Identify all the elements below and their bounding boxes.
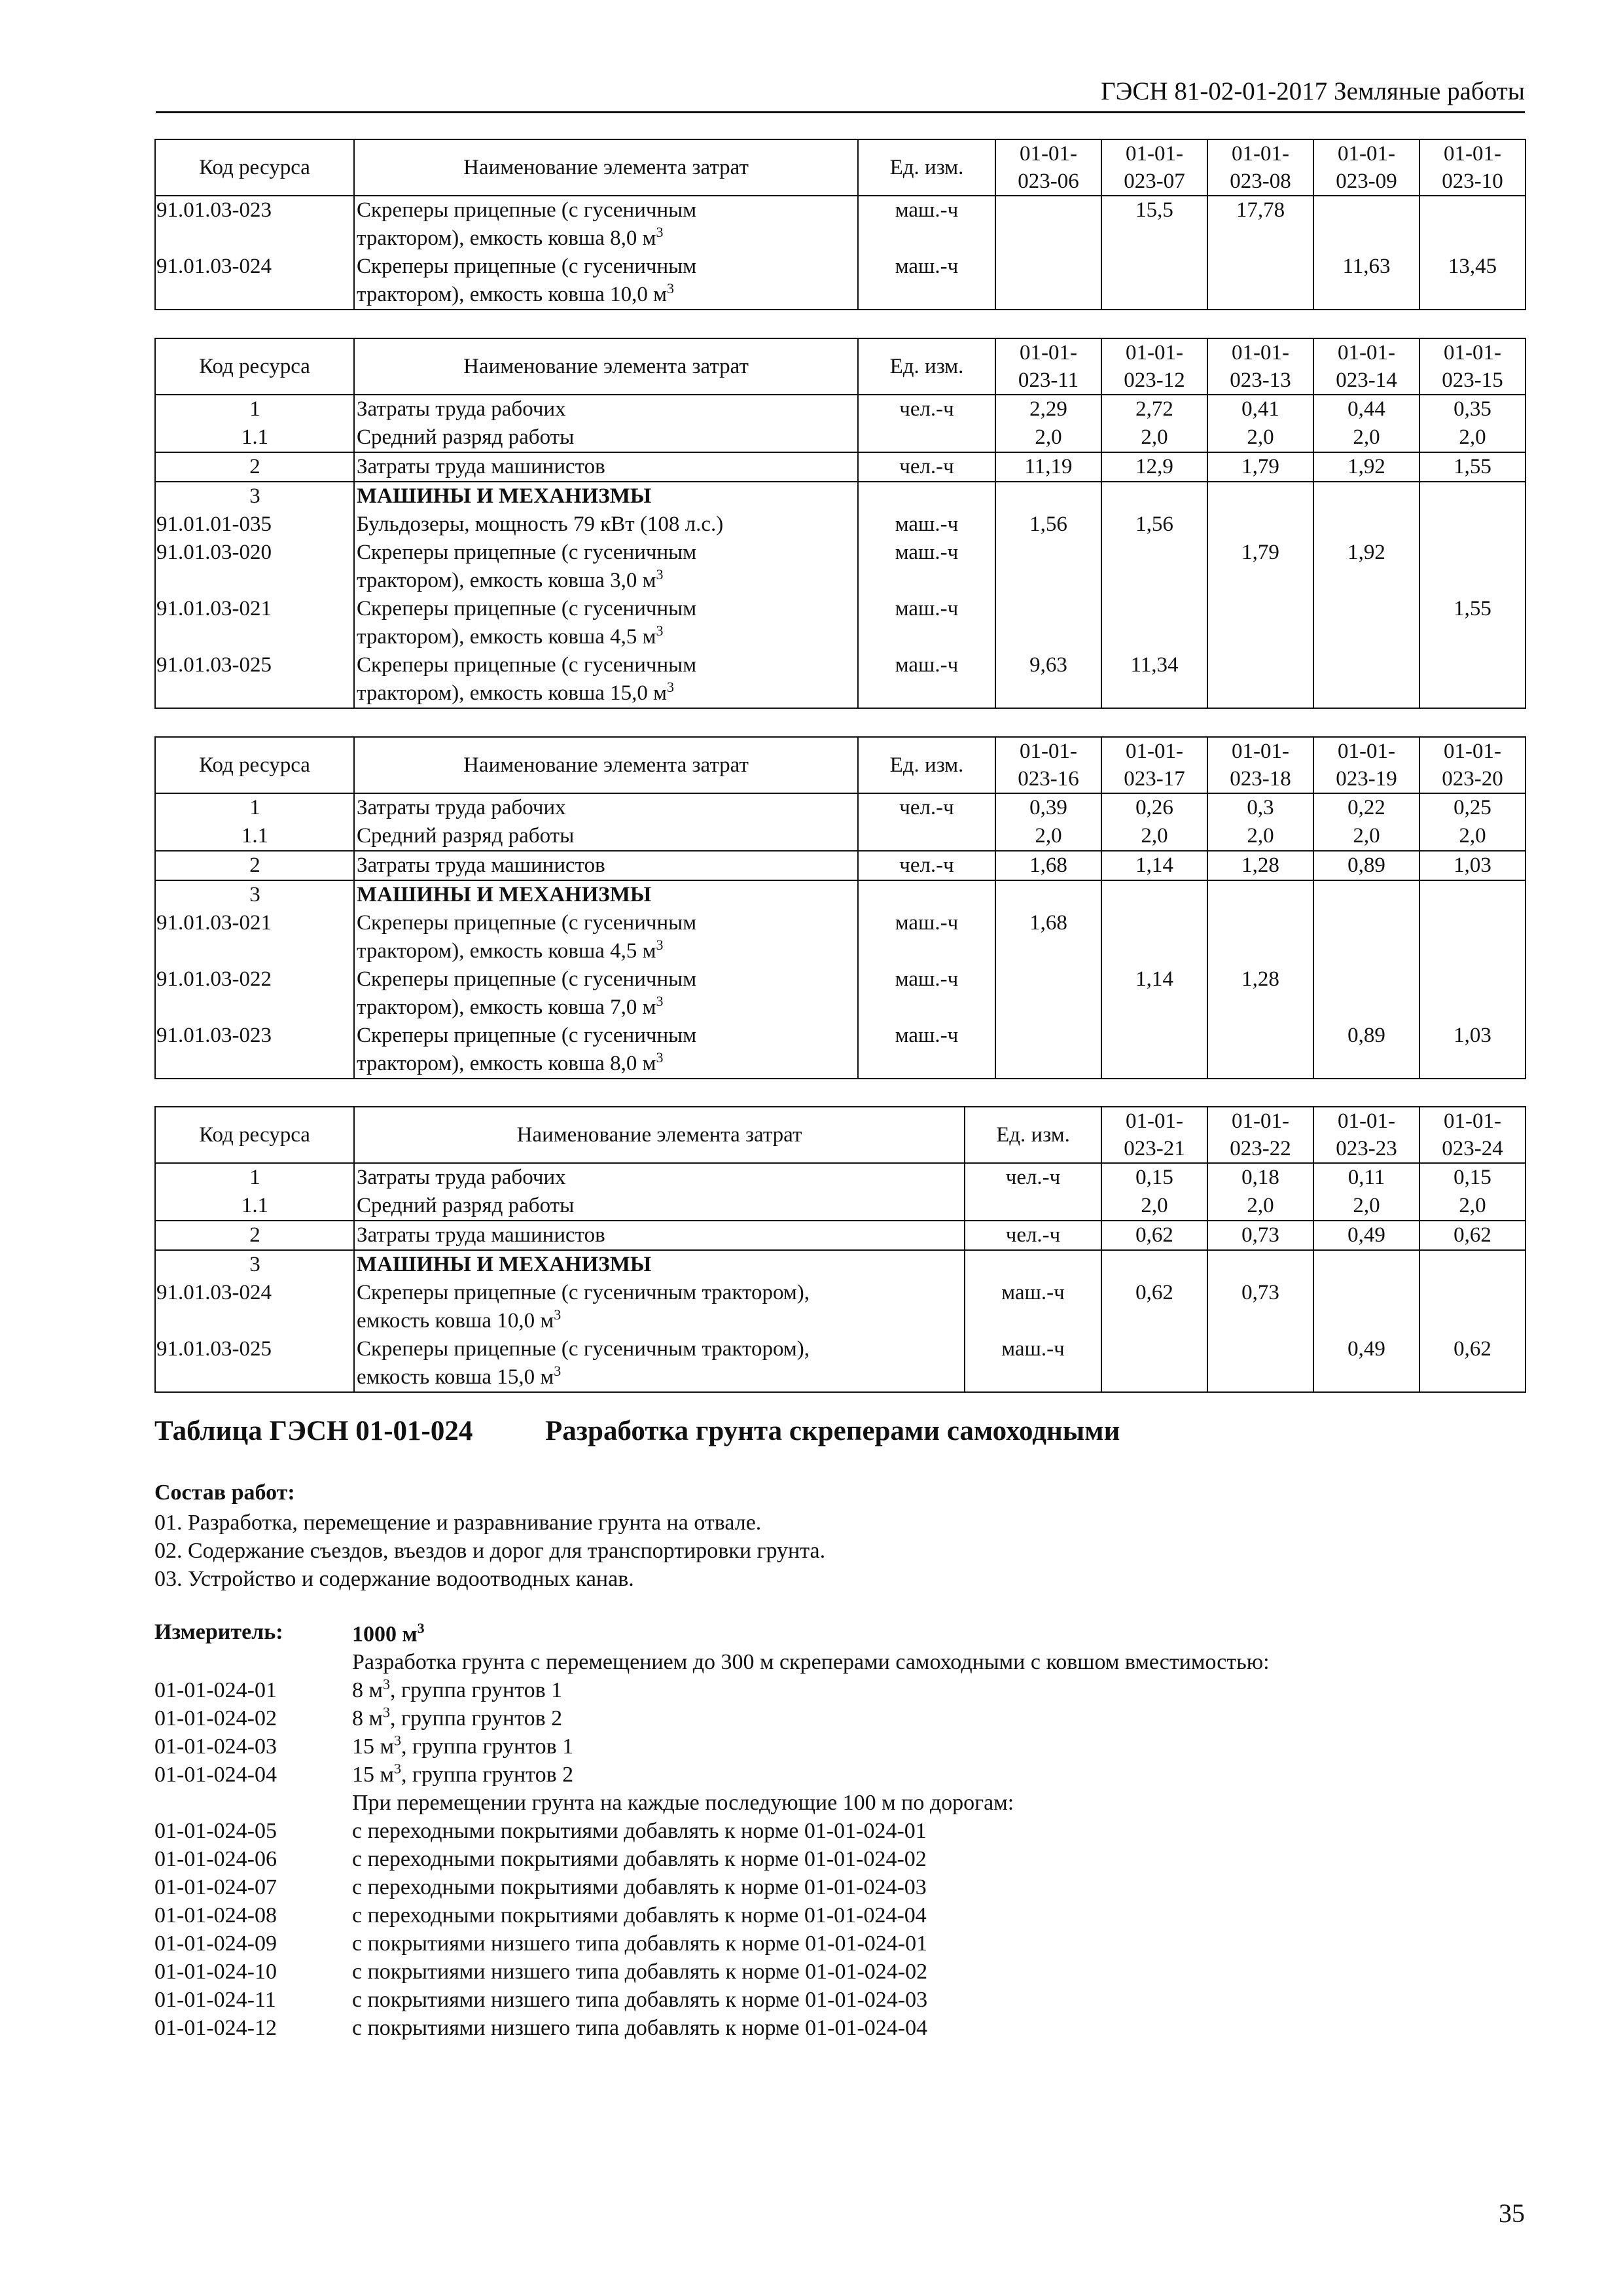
value-cell: 0,26	[1101, 793, 1207, 822]
col-unit-header: Ед. изм.	[858, 338, 995, 395]
col-code-header: Код ресурса	[155, 139, 354, 196]
value-cell: 2,72	[1101, 395, 1207, 423]
norm-code: 01-01-024-12	[154, 2016, 277, 2040]
table-row	[155, 511, 1525, 539]
table-row	[155, 196, 1525, 253]
value-cell	[1419, 539, 1525, 595]
resource-code: 3	[155, 1250, 354, 1279]
resource-unit: маш.-ч	[858, 1022, 995, 1079]
value-cell: 0,73	[1207, 1279, 1313, 1335]
col-norm-code: 01-01- 023-14	[1313, 338, 1419, 395]
resource-unit: маш.-ч	[858, 511, 995, 539]
table-header-row	[155, 338, 1525, 395]
value-cell: 0,22	[1313, 793, 1419, 822]
resource-unit: маш.-ч	[858, 909, 995, 965]
resource-name: Скреперы прицепные (с гусеничным трактором), емкость ковша 7,0 $м^3$	[354, 965, 858, 1022]
value-cell: 0,41	[1207, 395, 1313, 423]
col-unit-header: Ед. изм.	[858, 737, 995, 793]
norm-text: 8 $м^3$, группа грунтов 2	[352, 1704, 563, 1731]
resource-code: 1	[155, 1163, 354, 1192]
value-cell	[1419, 880, 1525, 909]
norm-code: 01-01-024-08	[154, 1903, 277, 1928]
page-header	[156, 73, 1525, 113]
list-item	[154, 1873, 1525, 1901]
resource-name: Затраты труда рабочих	[354, 1163, 965, 1192]
value-cell	[1101, 1022, 1207, 1079]
value-cell: 0,73	[1207, 1221, 1313, 1250]
resource-table-1	[154, 139, 1526, 310]
value-cell: 2,0	[1101, 822, 1207, 851]
resource-name: Затраты труда машинистов	[354, 851, 858, 880]
col-norm-code: 01-01- 023-13	[1207, 338, 1313, 395]
value-cell	[1101, 880, 1207, 909]
value-cell: 1,92	[1313, 539, 1419, 595]
value-cell: 0,49	[1313, 1221, 1419, 1250]
value-cell: 1,14	[1101, 965, 1207, 1022]
value-cell: 0,3	[1207, 793, 1313, 822]
value-cell	[1101, 1335, 1207, 1392]
col-norm-code: 01-01- 023-21	[1101, 1107, 1207, 1163]
value-cell: 13,45	[1419, 253, 1525, 310]
norm-text: 8 $м^3$, группа грунтов 1	[352, 1676, 563, 1702]
table-row	[155, 965, 1525, 1022]
value-cell	[1313, 511, 1419, 539]
value-cell: 11,19	[995, 452, 1101, 482]
value-cell: 1,79	[1207, 452, 1313, 482]
norm-text: с покрытиями низшего типа добавлять к норме 01-01-024-02	[352, 1960, 928, 1984]
value-cell	[1313, 595, 1419, 651]
value-cell: 2,0	[1207, 1192, 1313, 1221]
value-cell: 0,62	[1101, 1279, 1207, 1335]
col-name-header: Наименование элемента затрат	[354, 737, 858, 793]
resource-code: 91.01.03-022	[155, 965, 354, 1022]
table-row	[155, 1250, 1525, 1279]
resource-name: Скреперы прицепные (с гусеничным трактором), емкость ковша 8,0 $м^3$	[354, 1022, 858, 1079]
value-cell: 0,15	[1419, 1163, 1525, 1192]
resource-name: Затраты труда машинистов	[354, 1221, 965, 1250]
header-title: ГЭСН 81-02-01-2017 Земляные работы	[1101, 77, 1525, 105]
table-row	[155, 539, 1525, 595]
list-item	[154, 1676, 1525, 1704]
norm-code: 01-01-024-05	[154, 1819, 277, 1843]
norm-text: с переходными покрытиями добавлять к норме 01-01-024-03	[352, 1875, 927, 1899]
value-cell: 1,68	[995, 851, 1101, 880]
value-cell: 0,49	[1313, 1335, 1419, 1392]
value-cell: 12,9	[1101, 452, 1207, 482]
value-cell	[1419, 482, 1525, 511]
value-cell: 2,0	[1313, 1192, 1419, 1221]
value-cell: 1,28	[1207, 965, 1313, 1022]
value-cell	[1101, 595, 1207, 651]
table-row	[155, 822, 1525, 851]
value-cell	[1419, 965, 1525, 1022]
col-name-header: Наименование элемента затрат	[354, 139, 858, 196]
works-label: Состав работ:	[154, 1480, 295, 1505]
resource-name: МАШИНЫ И МЕХАНИЗМЫ	[354, 1250, 965, 1279]
value-cell: 1,28	[1207, 851, 1313, 880]
col-norm-code: 01-01- 023-10	[1419, 139, 1525, 196]
value-cell	[1207, 1335, 1313, 1392]
value-cell	[1101, 482, 1207, 511]
norm-code: 01-01-024-03	[154, 1734, 277, 1759]
col-norm-code: 01-01- 023-20	[1419, 737, 1525, 793]
list-item	[154, 1704, 1525, 1732]
table-row	[155, 793, 1525, 822]
value-cell: 17,78	[1207, 196, 1313, 253]
list-item	[154, 1789, 1525, 1817]
list-item: 03. Устройство и содержание водоотводных канав.	[154, 1567, 634, 1591]
resource-code: 1	[155, 395, 354, 423]
list-item	[154, 1648, 1525, 1676]
value-cell: 11,63	[1313, 253, 1419, 310]
value-cell	[995, 539, 1101, 595]
resource-unit	[858, 880, 995, 909]
value-cell: 1,56	[995, 511, 1101, 539]
norm-code: 01-01-024-09	[154, 1931, 277, 1956]
table-row	[155, 909, 1525, 965]
value-cell	[1207, 595, 1313, 651]
value-cell: 1,03	[1419, 851, 1525, 880]
col-norm-code: 01-01- 023-19	[1313, 737, 1419, 793]
col-norm-code: 01-01- 023-18	[1207, 737, 1313, 793]
resource-unit: маш.-ч	[858, 595, 995, 651]
value-cell: 2,0	[1419, 423, 1525, 452]
table-row	[155, 851, 1525, 880]
col-name-header: Наименование элемента затрат	[354, 1107, 965, 1163]
resource-table-3	[154, 736, 1526, 1079]
value-cell: 2,0	[1313, 822, 1419, 851]
value-cell: 2,0	[1419, 1192, 1525, 1221]
value-cell	[1419, 1250, 1525, 1279]
list-item	[154, 1732, 1525, 1761]
resource-name: МАШИНЫ И МЕХАНИЗМЫ	[354, 880, 858, 909]
col-code-header: Код ресурса	[155, 338, 354, 395]
resource-code: 1.1	[155, 822, 354, 851]
table-row	[155, 395, 1525, 423]
resource-code: 91.01.03-021	[155, 595, 354, 651]
value-cell	[1207, 1022, 1313, 1079]
value-cell: 1,68	[995, 909, 1101, 965]
value-cell: 2,0	[1207, 822, 1313, 851]
value-cell: 0,25	[1419, 793, 1525, 822]
resource-unit: маш.-ч	[858, 253, 995, 310]
value-cell	[1419, 511, 1525, 539]
value-cell	[995, 965, 1101, 1022]
resource-name: Средний разряд работы	[354, 822, 858, 851]
col-code-header: Код ресурса	[155, 1107, 354, 1163]
value-cell	[1313, 651, 1419, 708]
resource-code: 1	[155, 793, 354, 822]
table-row	[155, 452, 1525, 482]
resource-name: Затраты труда рабочих	[354, 395, 858, 423]
resource-code: 91.01.03-023	[155, 196, 354, 253]
value-cell: 1,55	[1419, 452, 1525, 482]
col-norm-code: 01-01- 023-22	[1207, 1107, 1313, 1163]
value-cell	[1313, 1279, 1419, 1335]
list-item: 01. Разработка, перемещение и разравнивание грунта на отвале.	[154, 1511, 762, 1535]
value-cell: 2,0	[995, 822, 1101, 851]
value-cell: 2,0	[1101, 1192, 1207, 1221]
resource-name: Скреперы прицепные (с гусеничным трактором), емкость ковша 10,0 $м^3$	[354, 253, 858, 310]
value-cell: 2,0	[1207, 423, 1313, 452]
table-row	[155, 482, 1525, 511]
value-cell: 0,35	[1419, 395, 1525, 423]
resource-code: 91.01.01-035	[155, 511, 354, 539]
value-cell: 2,0	[1101, 423, 1207, 452]
resource-unit	[858, 482, 995, 511]
value-cell	[1313, 965, 1419, 1022]
table-row	[155, 880, 1525, 909]
resource-name: Скреперы прицепные (с гусеничным трактором), емкость ковша 4,5 $м^3$	[354, 909, 858, 965]
resource-unit	[965, 1192, 1101, 1221]
value-cell	[1101, 539, 1207, 595]
norm-code: 01-01-024-02	[154, 1706, 277, 1731]
list-item	[154, 1929, 1525, 1958]
table-header-row	[155, 737, 1525, 793]
resource-unit: чел.-ч	[858, 395, 995, 423]
table-header-row	[155, 1107, 1525, 1163]
resource-code: 91.01.03-025	[155, 1335, 354, 1392]
value-cell	[1207, 880, 1313, 909]
norm-text: с покрытиями низшего типа добавлять к норме 01-01-024-04	[352, 2016, 928, 2040]
resource-name: Средний разряд работы	[354, 423, 858, 452]
value-cell: 0,11	[1313, 1163, 1419, 1192]
value-cell	[1207, 651, 1313, 708]
value-cell: 15,5	[1101, 196, 1207, 253]
resource-unit: чел.-ч	[965, 1221, 1101, 1250]
value-cell: 2,0	[995, 423, 1101, 452]
list-item	[154, 1958, 1525, 1986]
meter-label: Измеритель:	[154, 1620, 283, 1644]
value-cell: 1,92	[1313, 452, 1419, 482]
value-cell: 0,62	[1419, 1335, 1525, 1392]
resource-code: 91.01.03-023	[155, 1022, 354, 1079]
resource-code: 2	[155, 452, 354, 482]
resource-code: 91.01.03-021	[155, 909, 354, 965]
resource-name: Скреперы прицепные (с гусеничным трактором), емкость ковша 15,0 $м^3$	[354, 651, 858, 708]
resource-name: Скреперы прицепные (с гусеничным трактором), емкость ковша 3,0 $м^3$	[354, 539, 858, 595]
table-row	[155, 1335, 1525, 1392]
norm-text: с переходными покрытиями добавлять к норме 01-01-024-02	[352, 1847, 927, 1871]
table-row	[155, 1022, 1525, 1079]
resource-name: Скреперы прицепные (с гусеничным трактором), емкость ковша 10,0 $м^3$	[354, 1279, 965, 1335]
meter-value: 1000 $м^3$	[352, 1620, 425, 1647]
resource-code: 3	[155, 880, 354, 909]
resource-table-2	[154, 338, 1526, 709]
col-norm-code: 01-01- 023-16	[995, 737, 1101, 793]
resource-code: 2	[155, 851, 354, 880]
norm-code: 01-01-024-11	[154, 1988, 276, 2012]
value-cell	[1101, 1250, 1207, 1279]
norm-group-text: Разработка грунта с перемещением до 300 м скреперами самоходными с ковшом вместимостью:	[352, 1650, 1270, 1674]
value-cell: 0,18	[1207, 1163, 1313, 1192]
value-cell: 0,89	[1313, 1022, 1419, 1079]
resource-unit: маш.-ч	[965, 1335, 1101, 1392]
col-norm-code: 01-01- 023-17	[1101, 737, 1207, 793]
value-cell	[1101, 909, 1207, 965]
resource-unit	[965, 1250, 1101, 1279]
section-title	[154, 1415, 1120, 1447]
col-unit-header: Ед. изм.	[965, 1107, 1101, 1163]
resource-name: МАШИНЫ И МЕХАНИЗМЫ	[354, 482, 858, 511]
value-cell	[1313, 909, 1419, 965]
norm-text: с переходными покрытиями добавлять к норме 01-01-024-01	[352, 1819, 927, 1843]
section-title-code: Таблица ГЭСН 01-01-024	[154, 1416, 473, 1446]
col-norm-code: 01-01- 023-24	[1419, 1107, 1525, 1163]
resource-name: Скреперы прицепные (с гусеничным трактором), емкость ковша 8,0 $м^3$	[354, 196, 858, 253]
norm-text: с переходными покрытиями добавлять к норме 01-01-024-04	[352, 1903, 927, 1928]
resource-unit: чел.-ч	[858, 851, 995, 880]
resource-code: 3	[155, 482, 354, 511]
resource-name: Средний разряд работы	[354, 1192, 965, 1221]
norm-text: 15 $м^3$, группа грунтов 1	[352, 1732, 574, 1759]
resource-unit: маш.-ч	[965, 1279, 1101, 1335]
value-cell: 1,55	[1419, 595, 1525, 651]
list-item	[154, 1817, 1525, 1845]
value-cell: 1,14	[1101, 851, 1207, 880]
table-row	[155, 423, 1525, 452]
resource-unit	[858, 822, 995, 851]
value-cell	[1313, 482, 1419, 511]
value-cell	[1207, 1250, 1313, 1279]
list-item	[154, 1986, 1525, 2014]
list-item	[154, 2014, 1525, 2042]
value-cell: 0,62	[1101, 1221, 1207, 1250]
table-row	[155, 253, 1525, 310]
resource-unit: маш.-ч	[858, 196, 995, 253]
norm-text: 15 $м^3$, группа грунтов 2	[352, 1760, 574, 1787]
value-cell: 0,89	[1313, 851, 1419, 880]
value-cell: 2,0	[1419, 822, 1525, 851]
resource-name: Затраты труда машинистов	[354, 452, 858, 482]
table-row	[155, 595, 1525, 651]
col-name-header: Наименование элемента затрат	[354, 338, 858, 395]
value-cell	[1419, 651, 1525, 708]
norm-group-text: При перемещении грунта на каждые последующие 100 м по дорогам:	[352, 1791, 1014, 1815]
resource-table-4	[154, 1106, 1526, 1393]
resource-unit: чел.-ч	[965, 1163, 1101, 1192]
col-norm-code: 01-01- 023-09	[1313, 139, 1419, 196]
value-cell	[995, 880, 1101, 909]
table-row	[155, 1192, 1525, 1221]
value-cell: 0,62	[1419, 1221, 1525, 1250]
resource-unit: маш.-ч	[858, 965, 995, 1022]
value-cell: 0,39	[995, 793, 1101, 822]
col-code-header: Код ресурса	[155, 737, 354, 793]
resource-unit: чел.-ч	[858, 793, 995, 822]
col-norm-code: 01-01- 023-06	[995, 139, 1101, 196]
value-cell: 0,44	[1313, 395, 1419, 423]
norm-code: 01-01-024-01	[154, 1678, 277, 1702]
col-unit-header: Ед. изм.	[858, 139, 995, 196]
value-cell	[995, 196, 1101, 253]
value-cell	[1207, 253, 1313, 310]
value-cell: 0,15	[1101, 1163, 1207, 1192]
value-cell: 1,56	[1101, 511, 1207, 539]
value-cell: 11,34	[1101, 651, 1207, 708]
list-item: 02. Содержание съездов, въездов и дорог для транспортировки грунта.	[154, 1539, 826, 1563]
value-cell	[1313, 196, 1419, 253]
value-cell: 1,03	[1419, 1022, 1525, 1079]
resource-code: 1.1	[155, 1192, 354, 1221]
resource-code: 91.01.03-025	[155, 651, 354, 708]
value-cell	[1419, 196, 1525, 253]
resource-unit	[858, 423, 995, 452]
value-cell	[1207, 482, 1313, 511]
value-cell: 2,29	[995, 395, 1101, 423]
resource-unit: маш.-ч	[858, 539, 995, 595]
col-norm-code: 01-01- 023-23	[1313, 1107, 1419, 1163]
value-cell	[1419, 1279, 1525, 1335]
norm-code: 01-01-024-07	[154, 1875, 277, 1899]
resource-code: 91.01.03-024	[155, 1279, 354, 1335]
value-cell	[995, 1022, 1101, 1079]
resource-code: 1.1	[155, 423, 354, 452]
value-cell	[995, 595, 1101, 651]
page-number: 35	[1499, 2198, 1525, 2228]
norm-code: 01-01-024-06	[154, 1847, 277, 1871]
value-cell: 2,0	[1313, 423, 1419, 452]
value-cell	[995, 253, 1101, 310]
works-list	[154, 1509, 825, 1593]
table-row	[155, 651, 1525, 708]
col-norm-code: 01-01- 023-08	[1207, 139, 1313, 196]
table-row	[155, 1279, 1525, 1335]
resource-name: Скреперы прицепные (с гусеничным трактором), емкость ковша 4,5 $м^3$	[354, 595, 858, 651]
value-cell	[1101, 253, 1207, 310]
table-header-row	[155, 139, 1525, 196]
value-cell	[995, 482, 1101, 511]
list-item	[154, 1845, 1525, 1873]
norm-code: 01-01-024-04	[154, 1763, 277, 1787]
col-norm-code: 01-01- 023-11	[995, 338, 1101, 395]
resource-code: 91.01.03-024	[155, 253, 354, 310]
norm-text: с покрытиями низшего типа добавлять к норме 01-01-024-03	[352, 1988, 928, 2012]
value-cell: 1,79	[1207, 539, 1313, 595]
resource-name: Затраты труда рабочих	[354, 793, 858, 822]
resource-name: Скреперы прицепные (с гусеничным трактором), емкость ковша 15,0 $м^3$	[354, 1335, 965, 1392]
resource-code: 2	[155, 1221, 354, 1250]
resource-unit: чел.-ч	[858, 452, 995, 482]
section-title-text: Разработка грунта скреперами самоходными	[545, 1416, 1120, 1446]
table-row	[155, 1221, 1525, 1250]
col-norm-code: 01-01- 023-07	[1101, 139, 1207, 196]
list-item	[154, 1901, 1525, 1929]
table-row	[155, 1163, 1525, 1192]
norms-list	[154, 1648, 1525, 2042]
resource-code: 91.01.03-020	[155, 539, 354, 595]
norm-code: 01-01-024-10	[154, 1960, 277, 1984]
value-cell	[1207, 511, 1313, 539]
col-norm-code: 01-01- 023-12	[1101, 338, 1207, 395]
norm-text: с покрытиями низшего типа добавлять к норме 01-01-024-01	[352, 1931, 928, 1956]
resource-unit: маш.-ч	[858, 651, 995, 708]
value-cell	[1313, 880, 1419, 909]
value-cell: 9,63	[995, 651, 1101, 708]
value-cell	[1313, 1250, 1419, 1279]
value-cell	[1419, 909, 1525, 965]
list-item	[154, 1761, 1525, 1789]
resource-name: Бульдозеры, мощность 79 кВт (108 л.с.)	[354, 511, 858, 539]
col-norm-code: 01-01- 023-15	[1419, 338, 1525, 395]
value-cell	[1207, 909, 1313, 965]
